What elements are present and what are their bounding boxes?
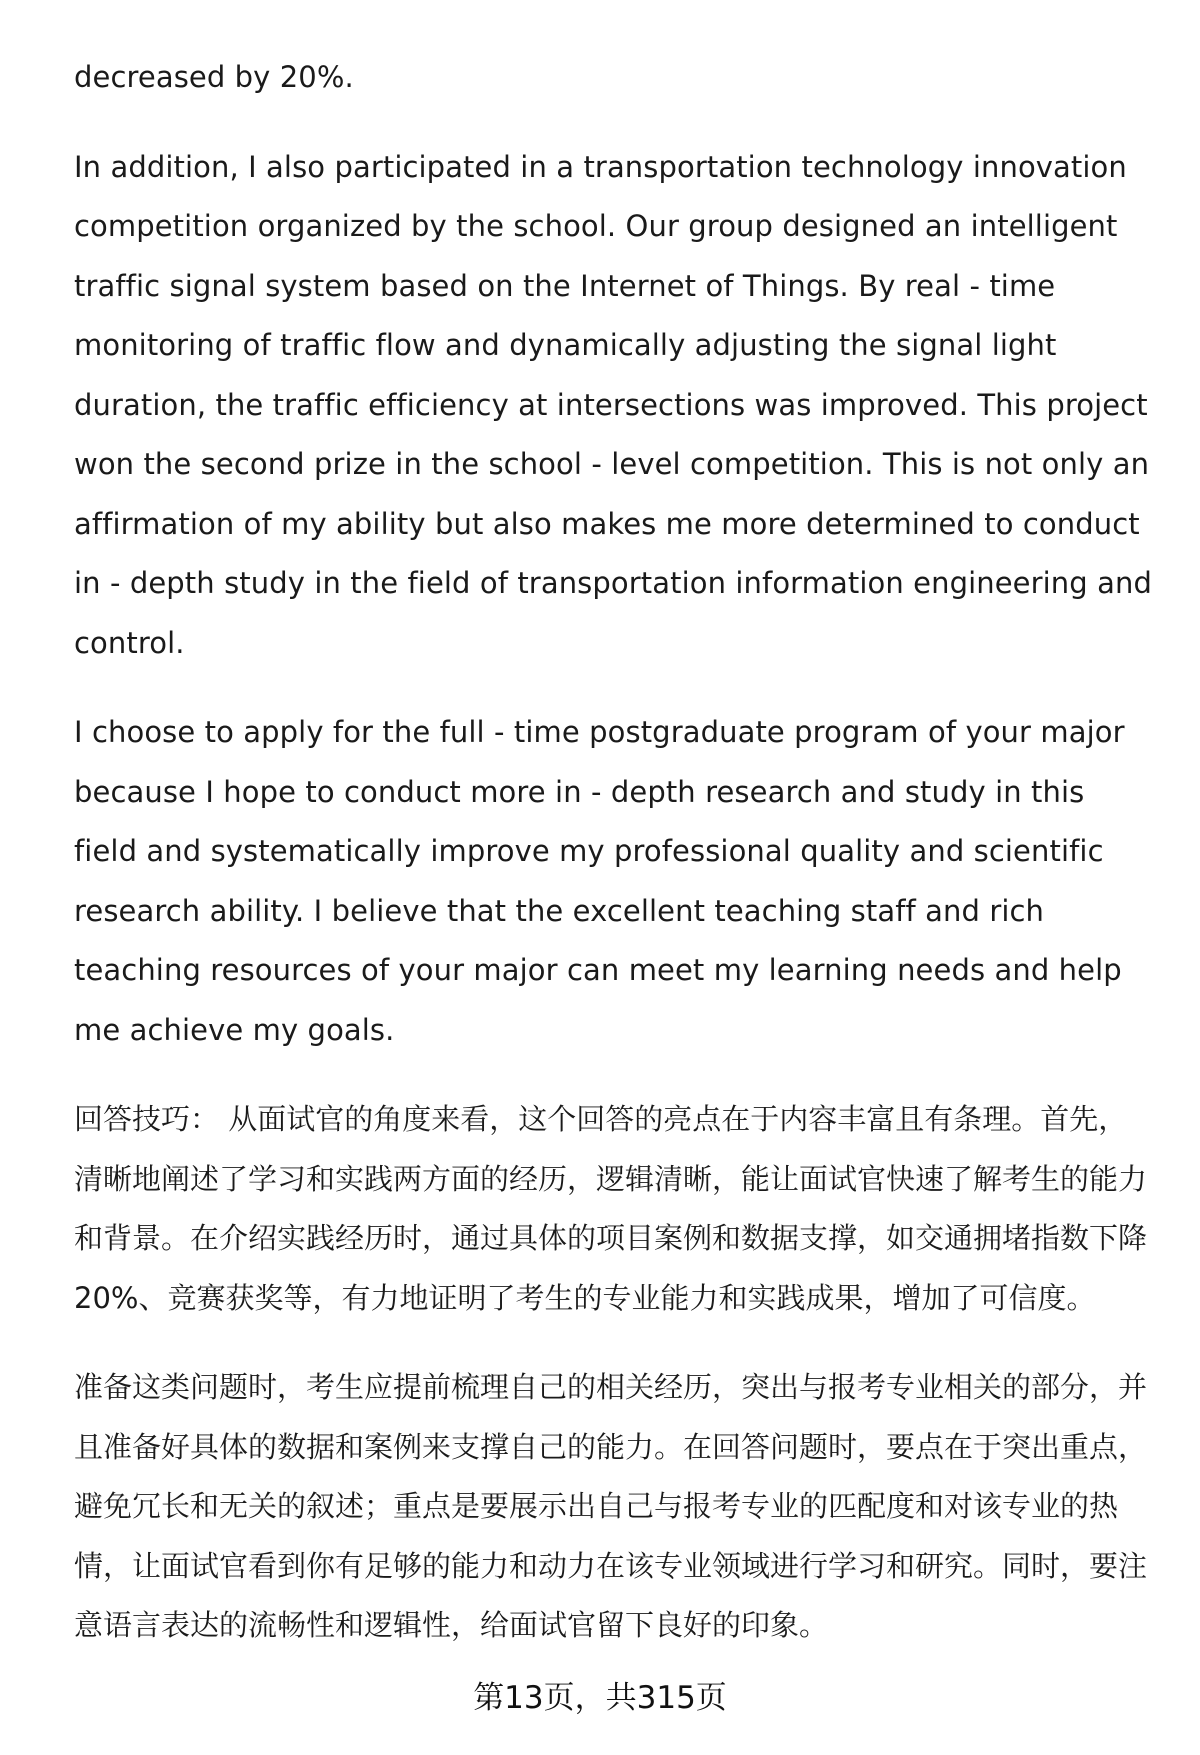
page-number: 第13页，共315页: [473, 1680, 727, 1716]
paragraph-decreased: decreased by 20%.: [74, 60, 354, 94]
paragraph-apply-reason: I choose to apply for the full - time postgraduate program of your major because I hope to conduct more in - depth research and study in this field and systematically improve my professional quality and scientific research ability. I believe that the excellent teaching staff and rich teaching resources of your major can meet my learning needs and help me achieve my goals.: [74, 715, 1125, 1047]
paragraph-answer-tips: 回答技巧： 从面试官的角度来看，这个回答的亮点在于内容丰富且有条理。首先，清晰地阐述了学习和实践两方面的经历，逻辑清晰，能让面试官快速了解考生的能力和背景。在介绍实践经历时，通过具体的项目案例和数据支撑，如交通拥堵指数下降20%、竞赛获奖等，有力地证明了考生的专业能力和实践成果，增加了可信度。: [74, 1102, 1148, 1315]
document-page: [74, 48, 1154, 1686]
paragraph-competition: In addition, I also participated in a transportation technology innovation competition organized by the school. Our group designed an intelligent traffic signal system based on the Internet of Things. By real - time monitoring of traffic flow and dynamically adjusting the signal light duration, the traffic efficiency at intersections was improved. This project won the second prize in the school - level competition. This is not only an affirmation of my ability but also makes me more determined to conduct in - depth study in the field of transportation information engineering and control.: [74, 149, 1152, 660]
paragraph-preparation: 准备这类问题时，考生应提前梳理自己的相关经历，突出与报考专业相关的部分，并且准备好具体的数据和案例来支撑自己的能力。在回答问题时，要点在于突出重点，避免冗长和无关的叙述；重点是要展示出自己与报考专业的匹配度和对该专业的热情，让面试官看到你有足够的能力和动力在该专业领域进行学习和研究。同时，要注意语言表达的流畅性和逻辑性，给面试官留下良好的印象。: [74, 1370, 1148, 1642]
